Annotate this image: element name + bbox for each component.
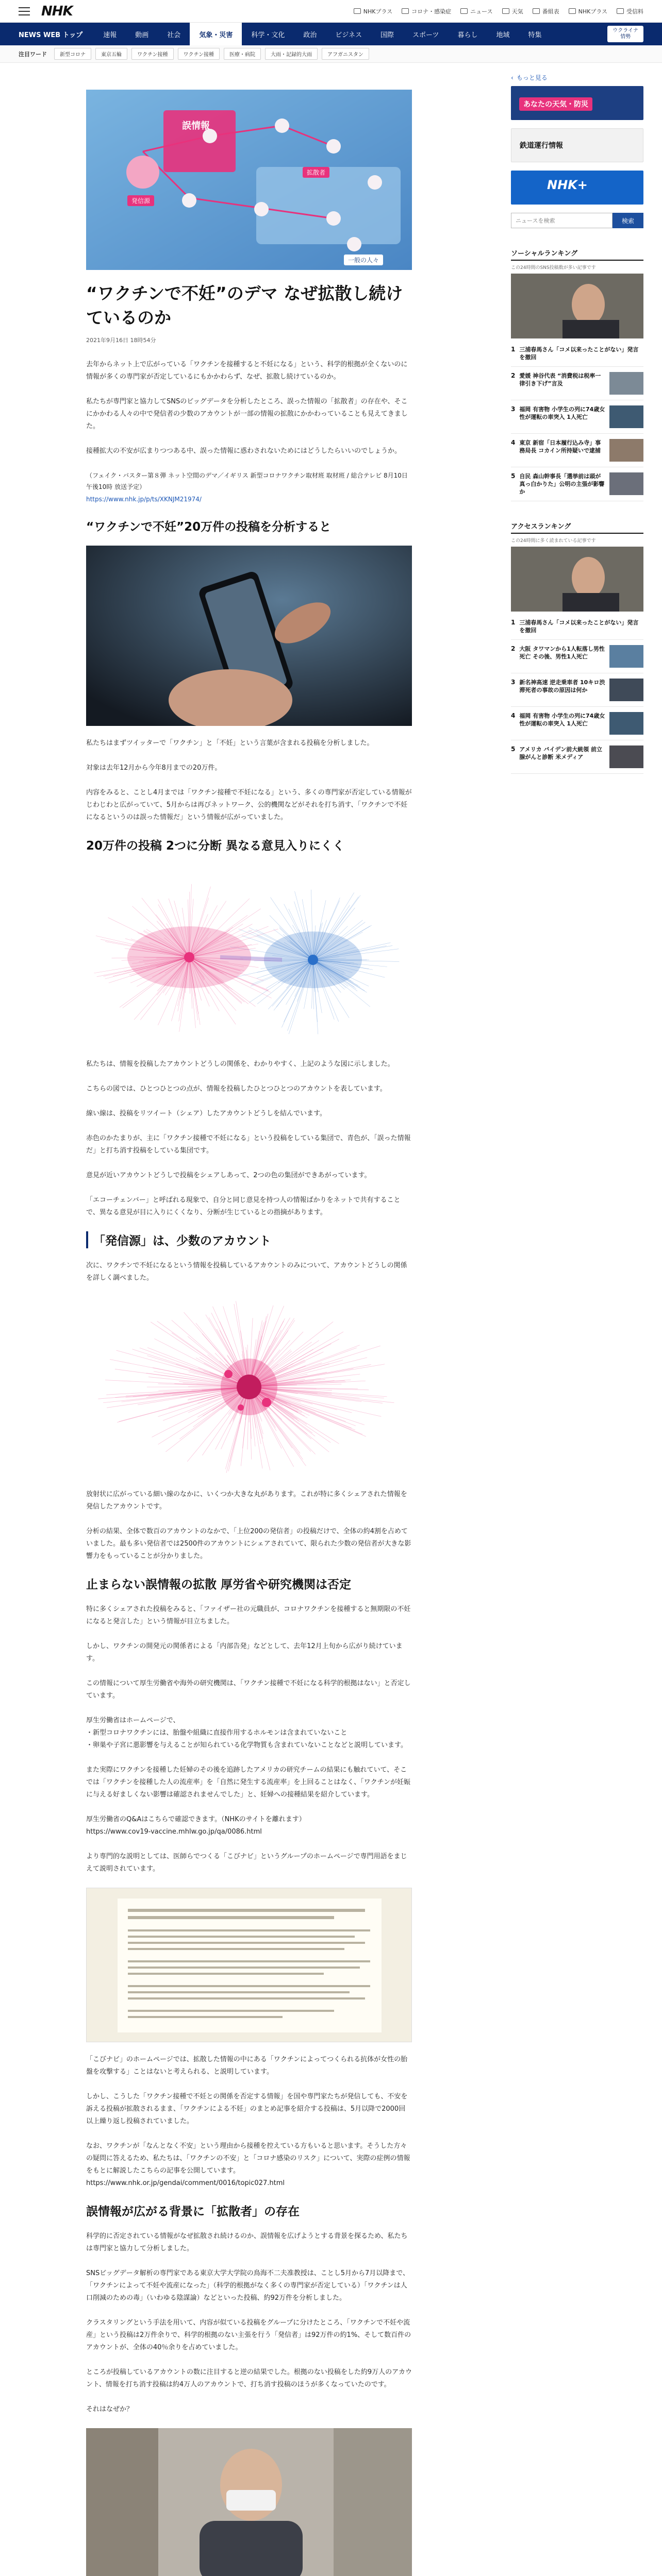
hero-svg	[86, 90, 412, 270]
top-link-schedule[interactable]: 番組表	[533, 7, 559, 15]
paragraph: 私たちは、情報を投稿したアカウントどうしの関係を、わかりやすく、上記のような図に示しました。	[86, 1060, 394, 1068]
menu-icon[interactable]	[19, 7, 30, 15]
paragraph: 対象は去年12月から今年8月までの20万件。	[86, 764, 222, 772]
network-graph-two-clusters	[86, 865, 412, 1047]
ranking-sub: この24時間のSNS投稿数が多い記事です	[511, 265, 596, 270]
paragraph: 赤色のかたまりが、主に「ワクチン接種で不妊になる」という投稿をしている集団で、青色が、「誤った情報だ」と打ち消す投稿をしている集団です。	[86, 1134, 411, 1155]
section-heading: 誤情報が広がる背景に「拡散者」の存在	[86, 2205, 300, 2218]
access-item[interactable]: 5 アメリカ バイデン前大統領 前立腺がんと診断 米メディア	[511, 740, 643, 774]
paragraph-with-link[interactable]: なお、ワクチンが「なんとなく不安」という理由から接種を控えている方もいると思います。そうした方々の疑問に答えるため、私たちは、「ワクチンの不安」と「コロナ感染のリスク」について、実際の症例の情報をもとに解説したこちらの記事を公開しています。 https://www.nhk.or.jp/gendai/comment/0016/topic027.html	[86, 2142, 410, 2187]
paragraph: それはなぜか？	[86, 2405, 134, 2413]
phone-photo-svg	[86, 546, 412, 726]
thumbnail	[609, 712, 643, 735]
more-link[interactable]: ‹ もっと見る	[511, 74, 548, 81]
paragraph: 線い線は、投稿をリツイート（シェア）したアカウントどうしを結んでいます。	[86, 1110, 326, 1117]
mhlw-qa-link[interactable]: 厚生労働省のQ&Aはこちらで確認できます。（NHKのサイトを離れます） https://www.cov19-vaccine.mhlw.go.jp/qa/0086.html	[86, 1816, 306, 1836]
interview-photo	[86, 2428, 412, 2576]
paragraph: 接種拡大の不安が広まりつつある中、誤った情報に惑わされないためにはどうしたらいいのでしょうか。	[86, 447, 402, 455]
paragraph: 意見が近いアカウントどうしで投稿をシェアしあって、2つの色の集団ができあがっています。	[86, 1172, 371, 1179]
nav-item[interactable]: 動画	[135, 31, 149, 39]
nav-item-active[interactable]: 気象・災害	[190, 23, 242, 45]
section-heading: 「発信源」は、少数のアカウント	[86, 1231, 412, 1248]
top-bar	[0, 0, 662, 23]
paragraph: しかし、ワクチンの開発元の関係者による「内部告発」などとして、去年12月上旬から広がり続けています。	[86, 1642, 403, 1663]
nhk-logo[interactable]: NHK	[41, 3, 73, 19]
nav-item[interactable]: 国際	[380, 31, 394, 39]
play-icon	[569, 8, 576, 14]
top-access-photo	[511, 547, 643, 612]
calendar-icon	[533, 8, 540, 14]
paragraph: 「こびナビ」のホームページでは、拡散した情報の中にある「ワクチンによってつくられる抗体が女性の胎盤を攻撃する」ことはないと考えられる、と説明しています。	[86, 2056, 408, 2076]
thumbnail	[609, 405, 643, 428]
top-link-weather[interactable]: 天気	[502, 7, 523, 15]
paragraph: 放射状に広がっている細い線のなかに、いくつか大きな丸があります。これが特に多くシェアされた情報を発信したアカウントです。	[86, 1490, 407, 1511]
paragraph: しかし、こうした「ワクチン接種で不妊との関係を否定する情報」を国や専門家たちが発信しても、不安を訴える投稿が拡散されるまま、「ワクチンによる不妊」のまとめ記事を紹介する投稿は、5月以降で2000回以上繰り返し投稿されていました。	[86, 2093, 408, 2125]
section-nav	[0, 23, 662, 45]
section-heading: 止まらない誤情報の拡散 厚労省や研究機関は否定	[86, 1578, 352, 1591]
top-link-plus2[interactable]: NHKプラス	[569, 7, 607, 15]
hero-label-spreader: 拡散者	[303, 167, 329, 178]
keyword-pill[interactable]: ワクチン接種	[131, 48, 174, 60]
top-link-fee[interactable]: 受信料	[617, 7, 643, 15]
paragraph: 厚生労働省はホームページで、 ・新型コロナワクチンには、胎盤や組織に直接作用するホルモンは含まれていないこと ・卵巣や子宮に悪影響を与えることが知られている化学物質も含まれていないことなどと説明しています。	[86, 1717, 407, 1749]
article	[19, 63, 412, 2576]
nav-item[interactable]: 科学・文化	[251, 31, 285, 39]
paragraph: 私たちはまずツイッターで「ワクチン」と「不妊」という言葉が含まれる投稿を分析しました。	[86, 739, 374, 747]
nav-item[interactable]: 社会	[167, 31, 181, 39]
top-link-news[interactable]: ニュース	[460, 7, 492, 15]
kobinavi-screenshot	[86, 1888, 412, 2042]
article-date: 2021年9月16日 18時54分	[86, 337, 156, 344]
hero-illustration	[86, 90, 412, 270]
network-svg	[86, 865, 412, 1047]
thumbnail	[609, 439, 643, 462]
access-item[interactable]: 4 福岡 有害物 小学生の列に74歳女性が運転の車突入 1人死亡	[511, 707, 643, 740]
ranking-item[interactable]: 4 東京 新宿「日本履行込み寺」事務局長 コカイン所持疑いで逮捕	[511, 434, 643, 467]
yen-icon	[617, 8, 624, 14]
keyword-bar	[0, 45, 662, 63]
train-banner[interactable]: 鉄道運行情報	[511, 128, 643, 162]
access-sub: この24時間に多く読まれている記事です	[511, 538, 596, 544]
ranking-title: ソーシャルランキング	[511, 248, 643, 261]
paragraph: また実際にワクチンを接種した妊婦のその後を追跡したアメリカの研究チームの結果にも触れていて、そこでは「ワクチンを接種した人の流産率」を「自然に発生する流産率」を上回ることはなく、「ワクチンが妊娠に与える好ましくない影響は確認されませんでした」と、妊婦への接種結果を紹介しています。	[86, 1766, 410, 1799]
ranking-item[interactable]: 1 三浦春馬さん「コメ以来ったことがない」発言を撤回	[511, 341, 643, 367]
virus-icon	[402, 8, 409, 14]
radial-svg	[86, 1297, 412, 1477]
paragraph: クラスタリングという手法を用いて、内容が似ている投稿をグループに分けたところ、「ワクチンで不妊や流産」という投稿は2万件余りで、科学的根拠のない主張を行う「発信者」は92万件の約1%、そして数百件のアカウントが、全体の40％余りを占めていました。	[86, 2319, 411, 2351]
search-button[interactable]: 検索	[613, 213, 643, 228]
tv-icon	[354, 8, 361, 14]
paragraph: 科学的に否定されている情報がなぜ拡散され続けるのか、誤情報を広げようとする背景を探るため、私たちは専門家と協力して分析しました。	[86, 2232, 408, 2252]
search-input[interactable]	[511, 213, 613, 228]
nav-item[interactable]: スポーツ	[412, 31, 439, 39]
keyword-title: 注目ワード	[19, 50, 47, 58]
section-heading: “ワクチンで不妊”20万件の投稿を分析すると	[86, 520, 332, 534]
news-icon	[460, 8, 468, 14]
keyword-pill[interactable]: 新型コロナ	[54, 48, 91, 60]
smartphone-photo	[86, 546, 412, 726]
nav-item[interactable]: 地域	[496, 31, 510, 39]
top-link-covid[interactable]: コロナ・感染症	[402, 7, 451, 15]
interview-svg	[86, 2428, 412, 2576]
hero-label-origin: 発信源	[127, 195, 154, 206]
access-item[interactable]: 1 三浦春馬さん「コメ以来ったことがない」発言を撤回	[511, 614, 643, 640]
access-item[interactable]: 2 大阪 タワマンから1人転落し男性死亡 その後、男性1人死亡	[511, 640, 643, 673]
program-note: （フェイク・バスター第８弾 ネット空間のデマ／イギリス 新型コロナワクチン取材班 取材班 / 総合テレビ 8月10日 午後10時 放送予定）	[86, 472, 408, 490]
thumbnail	[609, 372, 643, 395]
keyword-pill[interactable]: 大雨・記録的大雨	[265, 48, 318, 60]
keyword-pill[interactable]: アフガニスタン	[322, 48, 369, 60]
kobinavi-svg	[87, 1888, 412, 2042]
thumbnail	[609, 472, 643, 495]
paragraph: 特に多くシェアされた投稿をみると、「ファイザー社の元職員が、コロナワクチンを接種すると無期限の不妊になると発言した」という情報が目立ちました。	[86, 1605, 411, 1625]
access-top-image[interactable]	[511, 547, 643, 612]
nav-item[interactable]: 速報	[103, 31, 117, 39]
hero-label-general: 一般の人々	[344, 255, 383, 265]
nav-item[interactable]: 暮らし	[457, 31, 478, 39]
access-title: アクセスランキング	[511, 521, 643, 534]
search-box	[511, 213, 643, 228]
social-ranking	[511, 248, 643, 501]
thumbnail	[609, 645, 643, 668]
hero-label-misinfo: 誤情報	[182, 121, 210, 131]
nav-special-button[interactable]: ウクライナ 情勢	[607, 26, 643, 42]
keyword-pill[interactable]: ワクチン接種	[178, 48, 220, 60]
ranking-item[interactable]: 2 愛媛 神谷代表 “消費税は税率一律引き下げ”言及	[511, 367, 643, 400]
ranking-item[interactable]: 5 自民 森山幹事長「選挙前は頭が真っ白かりた」公明の主張が影響か	[511, 467, 643, 501]
sidebar	[511, 63, 643, 2576]
nav-item[interactable]: ビジネス	[335, 31, 362, 39]
paragraph: この情報について厚生労働省や海外の研究機関は、「ワクチン接種で不妊になる科学的根拠はない」と否定しています。	[86, 1680, 411, 1700]
keyword-pill[interactable]: 東京五輪	[95, 48, 127, 60]
paragraph: 「エコーチェンバー」と呼ばれる現象で、自分と同じ意見を持つ人の情報ばかりをネットで共有することで、異なる意見が目に入りにくくなり、分断が生じているとの指摘があります。	[86, 1196, 401, 1216]
thumbnail	[609, 679, 643, 701]
section-heading: 20万件の投稿 2つに分断 異なる意見入りにくく	[86, 839, 345, 853]
chevron-left-icon: ‹	[511, 74, 514, 81]
nav-brand[interactable]: NEWS WEB トップ	[19, 31, 83, 39]
ranking-top-image[interactable]	[511, 274, 643, 338]
paragraph: 私たちが専門家と協力してSNSのビッグデータを分析したところ、誤った情報の「拡散者」の存在や、そこにかかわる人々の中で発信者の少数のアカウントが一部の情報の拡散にかかわっていることも見えてきました。	[86, 398, 408, 430]
paragraph: より専門的な説明としては、医師らでつくる「こびナビ」というグループのホームページで専門用語をまじえて説明されています。	[86, 1853, 407, 1873]
network-graph-radial	[86, 1297, 412, 1477]
nav-item[interactable]: 政治	[303, 31, 317, 39]
top-story-photo	[511, 274, 643, 338]
paragraph: ところが投稿しているアカウントの数に注目すると逆の結果でした。根拠のない投稿をした約9万人のアカウント、情報を打ち消す投稿は約4万人のアカウントで、打ち消す投稿のほうが多くなっていたのです。	[86, 2368, 412, 2388]
paragraph: SNSビッグデータ解析の専門家である東京大学大学院の鳥海不二夫准教授は、ことし5月から7月以降まで、「ワクチンによって不妊や流産になった」（科学的根拠がなく多くの専門家が否定している）「ワクチンは人口削減のための毒」（いわゆる陰謀論）などといった投稿、約92万件を分析しました。	[86, 2269, 409, 2302]
top-link-plus[interactable]: NHKプラス	[354, 7, 392, 15]
nhk-plus-banner[interactable]: NHK+	[511, 171, 643, 205]
keyword-pill[interactable]: 医療・病院	[224, 48, 261, 60]
umbrella-icon	[502, 8, 509, 14]
access-item[interactable]: 3 新名神高速 逆走乗車者 10キロ渋滞死者の事故の原因は何か	[511, 673, 643, 707]
top-links	[354, 7, 643, 15]
paragraph: 去年からネット上で広がっている「ワクチンを接種すると不妊になる」という、科学的根拠が全くないのに情報が多くの専門家が否定しているにもかかわらず、なぜ、拡散し続けているのか。	[86, 361, 408, 381]
ranking-item[interactable]: 3 福岡 有害物 小学生の列に74歳女性が運転の車突入 1人死亡	[511, 400, 643, 434]
access-ranking	[511, 521, 643, 774]
paragraph: 内容をみると、ことし4月までは「ワクチン接種で不妊になる」という、多くの専門家が否定している情報がじわじわと広がっていて、5月からは再びネットワーク、公的機関などがそれを打ち消す、「ワクチンで不妊になるというのは誤った情報だ」という情報が広がっていました。	[86, 789, 412, 821]
paragraph: 分析の結果、全体で数百のアカウントのなかで、「上位200の発信者」の投稿だけで、全体の約4割を占めていました。最も多い発信者では2500件のアカウントにシェアされていて、限られた少数の発信者が大きな影響力をもっていることが分かりました。	[86, 1528, 411, 1560]
nav-item[interactable]: 特集	[528, 31, 542, 39]
article-title: “ワクチンで不妊”のデマ なぜ拡散し続けているのか	[86, 283, 403, 328]
program-link[interactable]: https://www.nhk.jp/p/ts/XKNJM21974/	[86, 496, 202, 503]
paragraph: 次に、ワクチンで不妊になるという情報を投稿しているアカウントのみについて、アカウントどうしの関係を詳しく調べました。	[86, 1262, 407, 1282]
weather-banner[interactable]: あなたの天気・防災	[511, 86, 643, 120]
thumbnail	[609, 745, 643, 768]
paragraph: こちらの図では、ひとつひとつの点が、情報を投稿したひとつひとつのアカウントを表しています。	[86, 1085, 387, 1093]
